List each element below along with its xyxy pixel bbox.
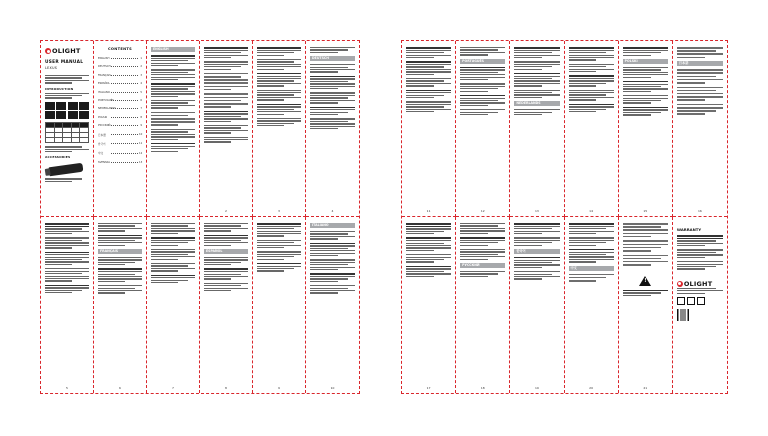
text-block (623, 47, 668, 56)
text-block (569, 64, 614, 73)
toc-label: POLSKI (98, 115, 108, 119)
toc-leader (111, 153, 138, 154)
back-brand-name: OLIGHT (683, 279, 713, 288)
text-block (310, 107, 355, 116)
page-number: 10 (330, 386, 335, 390)
barcode-icon (677, 309, 691, 321)
toc-entry (98, 161, 142, 164)
text-block (151, 263, 195, 272)
text-block (204, 73, 248, 91)
text-block (677, 104, 723, 115)
text-block (151, 55, 195, 66)
text-block (204, 257, 248, 266)
text-block (406, 90, 451, 99)
text-block (98, 257, 142, 266)
text-panel (306, 41, 359, 217)
certification-marks (677, 297, 723, 305)
text-block (204, 111, 248, 122)
toc-page: 11 (139, 142, 143, 146)
toc-label: 中文 (98, 152, 104, 156)
toc-label: 日本語 (98, 133, 106, 137)
language-header: PORTUGUÊS (460, 59, 505, 64)
text-block (514, 73, 559, 87)
text-block (310, 285, 355, 294)
text-block (151, 249, 195, 260)
brand-name: OLIGHT (52, 47, 81, 55)
toc-entry (98, 74, 142, 77)
spec-table (45, 122, 89, 143)
section-accessories: ACCESSORIES (45, 155, 71, 160)
feature-icon (56, 102, 66, 110)
text-block (310, 273, 355, 282)
text-block (406, 101, 451, 112)
text-block (406, 237, 451, 251)
language-header: FRANÇAIS (98, 249, 142, 254)
language-header: POLSKI (623, 59, 668, 64)
text-block (310, 243, 355, 257)
text-block (151, 100, 195, 109)
text-block (569, 249, 614, 263)
text-block (204, 137, 248, 143)
text-block (310, 92, 355, 103)
text-block (310, 118, 355, 129)
text-panel (565, 41, 619, 217)
text-block (623, 95, 668, 104)
text-block (204, 223, 248, 232)
text-block (257, 104, 301, 115)
toc-page: 10 (139, 133, 143, 137)
text-panel (456, 41, 510, 217)
text-panel (253, 41, 306, 217)
toc-leader (111, 108, 138, 109)
warranty-text (677, 249, 723, 258)
text-panel (200, 41, 253, 217)
language-header: ITALIANO (310, 223, 355, 228)
text-panel (510, 41, 564, 217)
text-panel (402, 41, 456, 217)
toc-entry (98, 116, 142, 119)
text-block (257, 263, 301, 272)
toc-label: FRANÇAIS (98, 73, 111, 77)
text-block (460, 109, 505, 115)
toc-page: 13 (139, 160, 143, 164)
page-number: 2 (225, 209, 227, 213)
toc-page: 7 (140, 107, 142, 111)
toc-entry (98, 124, 142, 127)
text-panel (306, 217, 359, 393)
text-block (406, 78, 451, 87)
text-block (623, 107, 668, 116)
feature-icon (45, 111, 55, 119)
toc-entry (98, 107, 142, 110)
text-block (310, 64, 355, 73)
text-block (204, 125, 248, 134)
text-block (623, 255, 668, 266)
text-block (257, 223, 301, 237)
feature-icon (68, 111, 78, 119)
text-panel (456, 217, 510, 393)
text-panel (41, 217, 94, 393)
text-block (406, 61, 451, 75)
text-block (98, 268, 142, 282)
text-block (514, 61, 559, 70)
toc-label: ITALIANO (98, 90, 110, 94)
text-panel (619, 217, 673, 393)
feature-icon (56, 111, 66, 119)
text-block (406, 223, 451, 234)
page-number: 4 (331, 209, 334, 213)
toc-entry (98, 133, 142, 137)
toc-entry (98, 82, 142, 85)
text-block (204, 235, 248, 246)
page-number: 15 (643, 209, 648, 213)
toc-label: DEUTSCH (98, 65, 111, 69)
text-block (151, 129, 195, 140)
toc-page: 8 (140, 115, 142, 119)
text-block (460, 47, 505, 56)
text-block (569, 90, 614, 101)
page-number: 16 (698, 209, 702, 213)
page-number: 7 (172, 386, 174, 390)
text-block (623, 240, 668, 251)
text-block (257, 251, 301, 260)
text-block (204, 93, 248, 107)
cover-panel (41, 41, 94, 217)
page-number: 20 (589, 386, 593, 390)
text-block (623, 81, 668, 92)
text-block (569, 274, 614, 282)
text-block (45, 237, 89, 248)
language-header: 한국어 (514, 249, 559, 254)
toc-label: 한국어 (98, 142, 106, 146)
text-block (623, 223, 668, 237)
text-panel (510, 217, 564, 393)
text-block (204, 268, 248, 279)
warranty-text (677, 261, 723, 270)
text-panel (253, 217, 306, 393)
text-panel (402, 217, 456, 393)
page-number: 12 (480, 209, 485, 213)
toc-label: NEDERLANDS (98, 107, 116, 111)
text-block (45, 285, 89, 294)
text-block (45, 268, 89, 281)
toc-leader (111, 75, 138, 76)
brand-logo (45, 47, 89, 55)
toc-entry (98, 99, 142, 102)
olight-logo-icon (45, 48, 51, 54)
text-block (310, 231, 355, 240)
toc-entry (98, 91, 142, 94)
toc-page: 1 (140, 57, 142, 60)
toc-leader (111, 134, 138, 135)
language-header: ENGLISH (151, 47, 195, 52)
language-header: ESPAÑOL (204, 249, 248, 254)
toc-entry (98, 142, 142, 146)
page-number: 13 (535, 209, 539, 213)
text-block (257, 73, 301, 87)
text-block (257, 118, 301, 127)
text-block (623, 290, 668, 296)
text-panel (619, 41, 673, 217)
text-block (257, 47, 301, 56)
certification-icon (697, 297, 705, 305)
feature-icon (79, 111, 89, 119)
page-number: 18 (480, 386, 485, 390)
text-block (514, 271, 559, 280)
toc-page: 3 (140, 73, 142, 77)
toc-page: 2 (140, 65, 142, 69)
page-number: 9 (278, 386, 280, 390)
text-block (460, 271, 505, 277)
text-block (514, 237, 559, 246)
section-introduction: INTRODUCTION (45, 86, 74, 91)
text-block (257, 59, 301, 70)
text-block (257, 90, 301, 101)
text-block (514, 109, 559, 115)
back-cover-panel (673, 217, 727, 393)
toc-leader (111, 83, 138, 84)
text-panel (565, 217, 619, 393)
language-header: DEUTSCH (310, 56, 355, 61)
page-number: 17 (426, 386, 431, 390)
toc-label: ENGLISH (98, 57, 110, 60)
text-block (677, 69, 723, 83)
spec-note (45, 146, 89, 152)
olight-logo-icon (677, 281, 683, 287)
text-block (98, 285, 142, 294)
text-block (45, 223, 89, 234)
cover-footer-text (45, 178, 89, 182)
text-block (310, 76, 355, 90)
toc-leader (111, 117, 138, 118)
page-number: 19 (535, 386, 539, 390)
text-block (204, 47, 248, 58)
toc-page: 6 (140, 98, 142, 102)
contents-title: CONTENTS (107, 47, 133, 51)
toc-label: PORTUGUÊS (98, 98, 114, 102)
text-block (514, 90, 559, 99)
text-block (151, 275, 195, 284)
text-panel (147, 41, 200, 217)
text-block (310, 259, 355, 270)
text-block (569, 75, 614, 86)
page-number: 8 (225, 386, 227, 390)
toc-page: 9 (140, 124, 142, 128)
text-block (514, 223, 559, 234)
toc-leader (111, 162, 138, 163)
model-name: LEXUS (45, 66, 58, 70)
contents-panel (94, 41, 147, 217)
page-number: 14 (589, 209, 593, 213)
page-number: 3 (278, 209, 280, 213)
text-block (623, 67, 668, 78)
manual-sheet-left (40, 40, 360, 394)
text-block (569, 47, 614, 61)
text-panel (673, 41, 727, 217)
text-block (151, 223, 195, 234)
certification-icon (687, 297, 695, 305)
feature-icon (45, 102, 55, 110)
language-header: 日本語 (677, 61, 723, 66)
text-block (460, 249, 505, 260)
warranty-title: WARRANTY (676, 227, 702, 232)
text-panel (147, 217, 200, 393)
text-block (151, 237, 195, 246)
text-block (98, 223, 142, 232)
toc-page: 4 (140, 82, 142, 86)
language-header: NEDERLANDS (514, 101, 559, 106)
text-block (98, 235, 142, 246)
text-block (460, 223, 505, 234)
text-block (460, 95, 505, 106)
toc-leader (111, 66, 138, 67)
text-block (204, 61, 248, 70)
toc-page: 12 (139, 151, 143, 155)
text-block (569, 237, 614, 246)
text-block (151, 143, 195, 152)
text-panel (200, 217, 253, 393)
text-block (514, 257, 559, 268)
text-block (257, 240, 301, 249)
flashlight-illustration-icon (49, 163, 84, 177)
text-block (514, 47, 559, 58)
text-block (569, 223, 614, 234)
back-brand-logo (677, 280, 723, 288)
toc-leader (111, 143, 138, 144)
cover-text-block (45, 75, 89, 84)
warranty-text (677, 235, 723, 246)
feature-icon (68, 102, 78, 110)
text-block (569, 104, 614, 113)
toc-entry (98, 65, 142, 68)
text-block (406, 47, 451, 58)
feature-icon-grid (45, 102, 89, 120)
text-block (460, 237, 505, 246)
feature-icon (79, 102, 89, 110)
text-block (460, 83, 505, 92)
page-number: 11 (426, 209, 431, 213)
certification-icon (677, 297, 685, 305)
text-panel (94, 217, 147, 393)
manual-title: USER MANUAL (45, 60, 84, 65)
toc-leader (111, 125, 138, 126)
text-block (151, 69, 195, 80)
text-block (151, 83, 195, 97)
text-block (310, 47, 355, 53)
toc-leader (111, 100, 138, 101)
toc-label: РУССКИЙ (98, 124, 111, 128)
language-header: 中文 (569, 266, 614, 271)
text-block (45, 252, 89, 266)
toc-label: ESPAÑOL (98, 82, 110, 86)
text-block (460, 67, 505, 81)
toc-entry (98, 151, 142, 155)
text-block (406, 266, 451, 277)
text-block (406, 254, 451, 263)
page-number: 6 (119, 386, 121, 390)
page-number: 5 (66, 386, 68, 390)
address-text (677, 288, 723, 294)
intro-text-block (45, 93, 89, 99)
text-block (151, 112, 195, 126)
warning-triangle-icon (639, 276, 651, 286)
toc-leader (111, 58, 138, 59)
manual-sheet-right (401, 40, 728, 394)
language-header: РУССКИЙ (460, 263, 505, 268)
text-block (204, 283, 248, 292)
toc-leader (111, 92, 138, 93)
page-number: 21 (643, 386, 648, 390)
text-block (677, 47, 723, 58)
text-block (677, 87, 723, 101)
toc-entry (98, 57, 142, 60)
toc-page: 5 (140, 90, 142, 94)
toc-label: SVENSKA (98, 160, 111, 164)
